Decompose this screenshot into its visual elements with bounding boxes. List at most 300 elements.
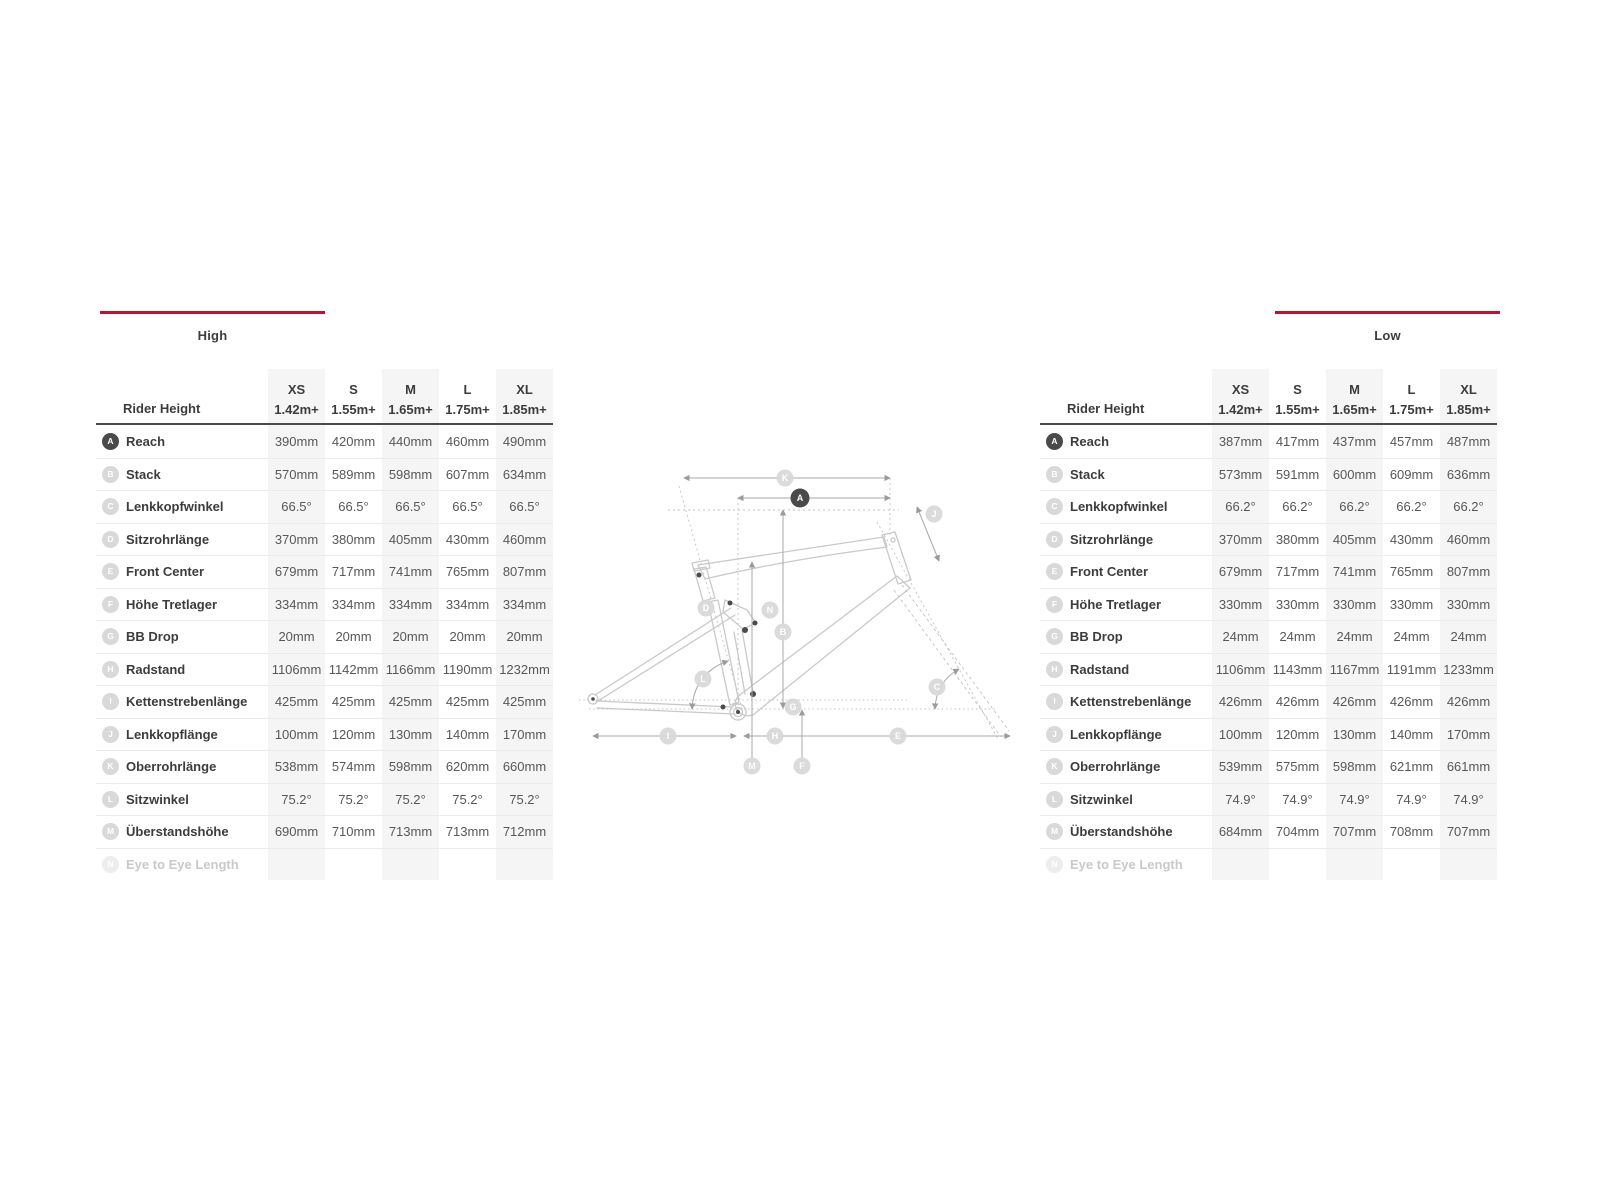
value-cell bbox=[1383, 849, 1440, 881]
geometry-table-low bbox=[1040, 369, 1497, 880]
size-label: L bbox=[1407, 382, 1416, 397]
svg-text:G: G bbox=[789, 702, 797, 712]
value-cell: 140mm bbox=[1389, 726, 1434, 742]
value-cell: 609mm bbox=[1389, 466, 1434, 482]
row-badge-d[interactable]: D bbox=[1046, 531, 1063, 548]
row-badge-l[interactable]: L bbox=[102, 791, 119, 808]
value-cell: 460mm bbox=[1440, 524, 1497, 556]
table-row bbox=[96, 620, 553, 653]
value-cell: 120mm bbox=[331, 726, 376, 742]
value-cell: 100mm bbox=[268, 719, 325, 751]
table-row bbox=[96, 523, 553, 556]
row-label-cell bbox=[1040, 621, 1212, 653]
value-cell: 704mm bbox=[1275, 824, 1320, 840]
value-cell: 74.9° bbox=[1440, 784, 1497, 816]
value-cell: 426mm bbox=[1440, 686, 1497, 718]
row-badge-e[interactable]: E bbox=[102, 563, 119, 580]
row-badge-j[interactable]: J bbox=[1046, 726, 1063, 743]
svg-text:N: N bbox=[766, 605, 774, 615]
value-cell: 66.2° bbox=[1282, 499, 1313, 515]
svg-text:D: D bbox=[702, 603, 710, 613]
row-label-cell bbox=[96, 425, 268, 458]
row-label-cell bbox=[96, 751, 268, 783]
size-label: M bbox=[405, 382, 416, 397]
value-cell: 607mm bbox=[445, 466, 490, 482]
row-badge-a[interactable]: A bbox=[102, 433, 119, 450]
svg-text:A: A bbox=[796, 493, 804, 503]
row-label: Sitzrohrlänge bbox=[1070, 531, 1154, 547]
svg-text:E: E bbox=[894, 731, 902, 741]
value-cell: 334mm bbox=[382, 589, 439, 621]
svg-text:L: L bbox=[700, 674, 706, 684]
row-label: Oberrohrlänge bbox=[126, 759, 217, 775]
column-header-m bbox=[382, 369, 439, 423]
value-cell: 765mm bbox=[445, 564, 490, 580]
row-label-cell bbox=[1040, 751, 1212, 783]
value-cell: 66.2° bbox=[1396, 499, 1427, 515]
value-cell: 1190mm bbox=[442, 661, 493, 677]
row-label: Sitzwinkel bbox=[1070, 791, 1133, 807]
value-cell: 417mm bbox=[1275, 433, 1320, 449]
row-label: Kettenstrebenlänge bbox=[126, 694, 248, 710]
svg-text:J: J bbox=[931, 509, 937, 519]
row-label: BB Drop bbox=[1070, 629, 1123, 645]
value-cell: 334mm bbox=[496, 589, 553, 621]
value-cell: 741mm bbox=[382, 556, 439, 588]
value-cell: 741mm bbox=[1326, 556, 1383, 588]
value-cell: 679mm bbox=[268, 556, 325, 588]
bike-frame-outline bbox=[588, 532, 911, 720]
value-cell: 1191mm bbox=[1386, 661, 1437, 677]
rider-height-value: 1.42m+ bbox=[1218, 402, 1263, 417]
value-cell: 24mm bbox=[1326, 621, 1383, 653]
row-badge-a[interactable]: A bbox=[1046, 433, 1063, 450]
row-badge-n[interactable]: N bbox=[102, 856, 119, 873]
row-label-cell bbox=[1040, 556, 1212, 588]
row-label-cell bbox=[96, 719, 268, 751]
table-row bbox=[96, 750, 553, 783]
value-cell: 380mm bbox=[331, 531, 376, 547]
value-cell: 75.2° bbox=[382, 784, 439, 816]
row-label: Sitzrohrlänge bbox=[126, 531, 210, 547]
value-cell: 713mm bbox=[382, 816, 439, 848]
table-row bbox=[96, 653, 553, 686]
value-cell: 426mm bbox=[1326, 686, 1383, 718]
row-badge-k[interactable]: K bbox=[1046, 758, 1063, 775]
value-cell: 74.9° bbox=[1282, 791, 1313, 807]
diagram-marker-i[interactable] bbox=[660, 728, 677, 745]
row-badge-b[interactable]: B bbox=[102, 466, 119, 483]
row-label-cell bbox=[96, 784, 268, 816]
high-tab-underline bbox=[100, 311, 325, 314]
value-cell: 425mm bbox=[331, 694, 376, 710]
table-row bbox=[96, 458, 553, 491]
row-label: Reach bbox=[1070, 433, 1110, 449]
size-label: L bbox=[463, 382, 472, 397]
value-cell: 24mm bbox=[1279, 629, 1316, 645]
value-cell: 707mm bbox=[1326, 816, 1383, 848]
row-label-cell bbox=[1040, 425, 1212, 458]
rider-height-value: 1.65m+ bbox=[1332, 402, 1377, 417]
value-cell: 1143mm bbox=[1272, 661, 1323, 677]
value-cell: 330mm bbox=[1326, 589, 1383, 621]
table-row bbox=[96, 848, 553, 881]
value-cell bbox=[439, 849, 496, 881]
table-row bbox=[1040, 685, 1497, 718]
bike-geometry-diagram bbox=[565, 450, 1015, 780]
value-cell: 487mm bbox=[1440, 425, 1497, 458]
value-cell: 170mm bbox=[496, 719, 553, 751]
value-cell: 440mm bbox=[382, 425, 439, 458]
rider-height-header: Rider Height bbox=[1067, 401, 1145, 416]
value-cell: 20mm bbox=[268, 621, 325, 653]
value-cell: 66.5° bbox=[452, 499, 483, 515]
rider-height-header: Rider Height bbox=[123, 401, 201, 416]
value-cell: 598mm bbox=[382, 751, 439, 783]
row-label: Überstandshöhe bbox=[1070, 824, 1173, 840]
row-badge-j[interactable]: J bbox=[102, 726, 119, 743]
value-cell: 334mm bbox=[445, 596, 490, 612]
table-header bbox=[1040, 369, 1497, 425]
value-cell: 405mm bbox=[1326, 524, 1383, 556]
diagram-marker-a[interactable] bbox=[791, 489, 810, 508]
row-label: Lenkkopflänge bbox=[126, 726, 218, 742]
value-cell: 75.2° bbox=[338, 791, 369, 807]
value-cell: 574mm bbox=[331, 759, 376, 775]
row-label: Lenkkopfwinkel bbox=[126, 499, 224, 515]
column-header-m bbox=[1326, 369, 1383, 423]
row-label-cell bbox=[96, 654, 268, 686]
value-cell: 807mm bbox=[1440, 556, 1497, 588]
table-row bbox=[1040, 458, 1497, 491]
column-header-xl bbox=[496, 369, 553, 423]
value-cell: 66.5° bbox=[268, 491, 325, 523]
row-label-cell bbox=[96, 589, 268, 621]
column-header-xl bbox=[1440, 369, 1497, 423]
size-label: XL bbox=[1460, 382, 1477, 397]
value-cell: 75.2° bbox=[268, 784, 325, 816]
value-cell: 708mm bbox=[1389, 824, 1434, 840]
row-badge-k[interactable]: K bbox=[102, 758, 119, 775]
table-row bbox=[1040, 750, 1497, 783]
row-label: Reach bbox=[126, 433, 166, 449]
row-label: Stack bbox=[1070, 466, 1105, 482]
value-cell: 575mm bbox=[1275, 759, 1320, 775]
row-label-cell bbox=[1040, 719, 1212, 751]
rider-height-value: 1.85m+ bbox=[1446, 402, 1491, 417]
value-cell: 621mm bbox=[1389, 759, 1434, 775]
value-cell bbox=[325, 849, 382, 881]
row-label: BB Drop bbox=[126, 629, 179, 645]
row-label: Überstandshöhe bbox=[126, 824, 229, 840]
value-cell: 387mm bbox=[1212, 425, 1269, 458]
value-cell: 539mm bbox=[1212, 751, 1269, 783]
value-cell: 130mm bbox=[1326, 719, 1383, 751]
row-label-cell bbox=[96, 491, 268, 523]
value-cell: 140mm bbox=[445, 726, 490, 742]
value-cell: 1233mm bbox=[1440, 654, 1497, 686]
value-cell: 74.9° bbox=[1396, 791, 1427, 807]
row-badge-n[interactable]: N bbox=[1046, 856, 1063, 873]
value-cell: 425mm bbox=[445, 694, 490, 710]
table-row bbox=[1040, 523, 1497, 556]
column-header-xs bbox=[268, 369, 325, 423]
size-label: S bbox=[1293, 382, 1302, 397]
value-cell: 457mm bbox=[1389, 433, 1434, 449]
value-cell: 425mm bbox=[496, 686, 553, 718]
value-cell: 426mm bbox=[1275, 694, 1320, 710]
value-cell: 20mm bbox=[335, 629, 372, 645]
value-cell: 370mm bbox=[1212, 524, 1269, 556]
value-cell: 713mm bbox=[445, 824, 490, 840]
row-label: Front Center bbox=[126, 564, 204, 580]
value-cell: 1232mm bbox=[496, 654, 553, 686]
row-label-cell bbox=[1040, 686, 1212, 718]
value-cell: 1142mm bbox=[328, 661, 379, 677]
row-label: Lenkkopflänge bbox=[1070, 726, 1162, 742]
table-row bbox=[96, 425, 553, 458]
value-cell: 600mm bbox=[1326, 459, 1383, 491]
table-row bbox=[96, 718, 553, 751]
value-cell: 430mm bbox=[445, 531, 490, 547]
value-cell: 679mm bbox=[1212, 556, 1269, 588]
value-cell: 334mm bbox=[331, 596, 376, 612]
table-row bbox=[1040, 425, 1497, 458]
table-row bbox=[96, 555, 553, 588]
table-row bbox=[96, 490, 553, 523]
value-cell: 334mm bbox=[268, 589, 325, 621]
geometry-table-high bbox=[96, 369, 553, 880]
size-label: XL bbox=[516, 382, 533, 397]
table-row bbox=[96, 588, 553, 621]
size-label: S bbox=[349, 382, 358, 397]
value-cell: 66.2° bbox=[1440, 491, 1497, 523]
value-cell: 460mm bbox=[445, 433, 490, 449]
table-row bbox=[1040, 815, 1497, 848]
row-label: Höhe Tretlager bbox=[126, 596, 218, 612]
svg-text:K: K bbox=[781, 473, 789, 483]
svg-text:H: H bbox=[771, 731, 779, 741]
size-label: M bbox=[1349, 382, 1360, 397]
dimension-lines bbox=[593, 478, 1010, 772]
value-cell bbox=[268, 849, 325, 881]
row-label: Kettenstrebenlänge bbox=[1070, 694, 1192, 710]
value-cell: 20mm bbox=[496, 621, 553, 653]
value-cell: 717mm bbox=[1275, 564, 1320, 580]
value-cell: 66.2° bbox=[1212, 491, 1269, 523]
column-header-l bbox=[1383, 369, 1440, 423]
diagram-marker-j[interactable] bbox=[926, 506, 943, 523]
table-row bbox=[1040, 718, 1497, 751]
row-label-cell bbox=[96, 459, 268, 491]
svg-text:I: I bbox=[666, 731, 670, 741]
rider-height-value: 1.75m+ bbox=[445, 402, 490, 417]
low-tab-underline bbox=[1275, 311, 1500, 314]
row-badge-m[interactable]: M bbox=[102, 823, 119, 840]
value-cell: 661mm bbox=[1440, 751, 1497, 783]
rider-height-value: 1.55m+ bbox=[331, 402, 376, 417]
row-badge-c[interactable]: C bbox=[102, 498, 119, 515]
row-label-cell bbox=[96, 556, 268, 588]
diagram-marker-e[interactable] bbox=[890, 728, 907, 745]
row-label-cell bbox=[96, 686, 268, 718]
value-cell: 490mm bbox=[496, 425, 553, 458]
table-body bbox=[96, 425, 553, 880]
row-badge-h[interactable]: H bbox=[102, 661, 119, 678]
value-cell: 660mm bbox=[496, 751, 553, 783]
row-label: Radstand bbox=[126, 661, 186, 677]
value-cell: 712mm bbox=[496, 816, 553, 848]
table-row bbox=[1040, 783, 1497, 816]
row-label: Eye to Eye Length bbox=[1070, 856, 1183, 872]
table-row bbox=[96, 685, 553, 718]
value-cell: 405mm bbox=[382, 524, 439, 556]
diagram-marker-k[interactable] bbox=[777, 470, 794, 487]
row-label-cell bbox=[1040, 816, 1212, 848]
rider-height-value: 1.75m+ bbox=[1389, 402, 1434, 417]
diagram-marker-b[interactable] bbox=[775, 624, 792, 641]
value-cell: 380mm bbox=[1275, 531, 1320, 547]
table-header bbox=[96, 369, 553, 425]
diagram-marker-n[interactable] bbox=[762, 602, 779, 619]
value-cell: 66.5° bbox=[382, 491, 439, 523]
rider-height-value: 1.55m+ bbox=[1275, 402, 1320, 417]
value-cell: 330mm bbox=[1389, 596, 1434, 612]
value-cell: 690mm bbox=[268, 816, 325, 848]
row-badge-h[interactable]: H bbox=[1046, 661, 1063, 678]
size-label: XS bbox=[1231, 382, 1250, 397]
value-cell: 74.9° bbox=[1212, 784, 1269, 816]
value-cell: 634mm bbox=[496, 459, 553, 491]
row-label-cell bbox=[1040, 589, 1212, 621]
value-cell: 1166mm bbox=[382, 654, 439, 686]
value-cell: 717mm bbox=[331, 564, 376, 580]
value-cell: 330mm bbox=[1275, 596, 1320, 612]
diagram-marker-c[interactable] bbox=[929, 679, 946, 696]
tab-low[interactable]: Low bbox=[1374, 328, 1401, 343]
size-label: XS bbox=[287, 382, 306, 397]
value-cell: 24mm bbox=[1440, 621, 1497, 653]
value-cell: 66.5° bbox=[338, 499, 369, 515]
rider-height-value: 1.65m+ bbox=[388, 402, 433, 417]
value-cell: 1106mm bbox=[268, 654, 325, 686]
row-badge-e[interactable]: E bbox=[1046, 563, 1063, 580]
value-cell: 20mm bbox=[449, 629, 486, 645]
svg-text:B: B bbox=[779, 627, 787, 637]
column-header-xs bbox=[1212, 369, 1269, 423]
value-cell: 120mm bbox=[1275, 726, 1320, 742]
row-badge-l[interactable]: L bbox=[1046, 791, 1063, 808]
row-label-cell bbox=[96, 524, 268, 556]
value-cell: 24mm bbox=[1212, 621, 1269, 653]
value-cell: 425mm bbox=[382, 686, 439, 718]
svg-text:F: F bbox=[799, 761, 805, 771]
table-row bbox=[1040, 588, 1497, 621]
row-badge-m[interactable]: M bbox=[1046, 823, 1063, 840]
row-label-cell bbox=[1040, 849, 1212, 881]
row-label-cell bbox=[1040, 654, 1212, 686]
value-cell: 100mm bbox=[1212, 719, 1269, 751]
value-cell: 710mm bbox=[331, 824, 376, 840]
value-cell: 1106mm bbox=[1212, 654, 1269, 686]
column-header-s bbox=[325, 369, 382, 423]
value-cell: 765mm bbox=[1389, 564, 1434, 580]
value-cell: 75.2° bbox=[452, 791, 483, 807]
table-row bbox=[1040, 848, 1497, 881]
row-label: Front Center bbox=[1070, 564, 1148, 580]
diagram-marker-l[interactable] bbox=[695, 671, 712, 688]
value-cell: 75.2° bbox=[496, 784, 553, 816]
svg-text:C: C bbox=[933, 682, 941, 692]
column-header-l bbox=[439, 369, 496, 423]
row-label-cell bbox=[96, 621, 268, 653]
value-cell: 807mm bbox=[496, 556, 553, 588]
row-badge-f[interactable]: F bbox=[102, 596, 119, 613]
tab-high[interactable]: High bbox=[197, 328, 228, 343]
rider-height-value: 1.85m+ bbox=[502, 402, 547, 417]
value-cell: 598mm bbox=[382, 459, 439, 491]
value-cell: 330mm bbox=[1440, 589, 1497, 621]
column-header-s bbox=[1269, 369, 1326, 423]
diagram-marker-g[interactable] bbox=[785, 699, 802, 716]
table-row bbox=[1040, 490, 1497, 523]
row-label-cell bbox=[96, 849, 268, 881]
pivot-dots bbox=[591, 573, 757, 715]
value-cell: 420mm bbox=[331, 433, 376, 449]
value-cell: 74.9° bbox=[1326, 784, 1383, 816]
value-cell: 330mm bbox=[1212, 589, 1269, 621]
row-badge-i[interactable]: I bbox=[1046, 693, 1063, 710]
table-row bbox=[96, 815, 553, 848]
row-badge-b[interactable]: B bbox=[1046, 466, 1063, 483]
row-label-cell bbox=[96, 816, 268, 848]
value-cell bbox=[382, 849, 439, 881]
value-cell: 707mm bbox=[1440, 816, 1497, 848]
value-cell: 460mm bbox=[496, 524, 553, 556]
value-cell: 426mm bbox=[1389, 694, 1434, 710]
row-label: Oberrohrlänge bbox=[1070, 759, 1161, 775]
value-cell bbox=[1326, 849, 1383, 881]
table-body bbox=[1040, 425, 1497, 880]
value-cell: 1167mm bbox=[1326, 654, 1383, 686]
value-cell: 426mm bbox=[1212, 686, 1269, 718]
value-cell: 370mm bbox=[268, 524, 325, 556]
value-cell: 430mm bbox=[1389, 531, 1434, 547]
row-badge-g[interactable]: G bbox=[1046, 628, 1063, 645]
diagram-marker-d[interactable] bbox=[698, 600, 715, 617]
diagram-marker-m[interactable] bbox=[744, 758, 761, 775]
value-cell: 390mm bbox=[268, 425, 325, 458]
row-badge-c[interactable]: C bbox=[1046, 498, 1063, 515]
diagram-marker-f[interactable] bbox=[794, 758, 811, 775]
value-cell: 130mm bbox=[382, 719, 439, 751]
value-cell: 425mm bbox=[268, 686, 325, 718]
row-badge-g[interactable]: G bbox=[102, 628, 119, 645]
value-cell bbox=[1212, 849, 1269, 881]
row-badge-i[interactable]: I bbox=[102, 693, 119, 710]
row-label: Sitzwinkel bbox=[126, 791, 189, 807]
row-label: Höhe Tretlager bbox=[1070, 596, 1162, 612]
row-label-cell bbox=[1040, 524, 1212, 556]
value-cell: 437mm bbox=[1326, 425, 1383, 458]
value-cell: 66.5° bbox=[496, 491, 553, 523]
value-cell bbox=[1269, 849, 1326, 881]
row-badge-f[interactable]: F bbox=[1046, 596, 1063, 613]
diagram-marker-h[interactable] bbox=[767, 728, 784, 745]
value-cell: 570mm bbox=[268, 459, 325, 491]
row-label: Eye to Eye Length bbox=[126, 856, 239, 872]
row-badge-d[interactable]: D bbox=[102, 531, 119, 548]
